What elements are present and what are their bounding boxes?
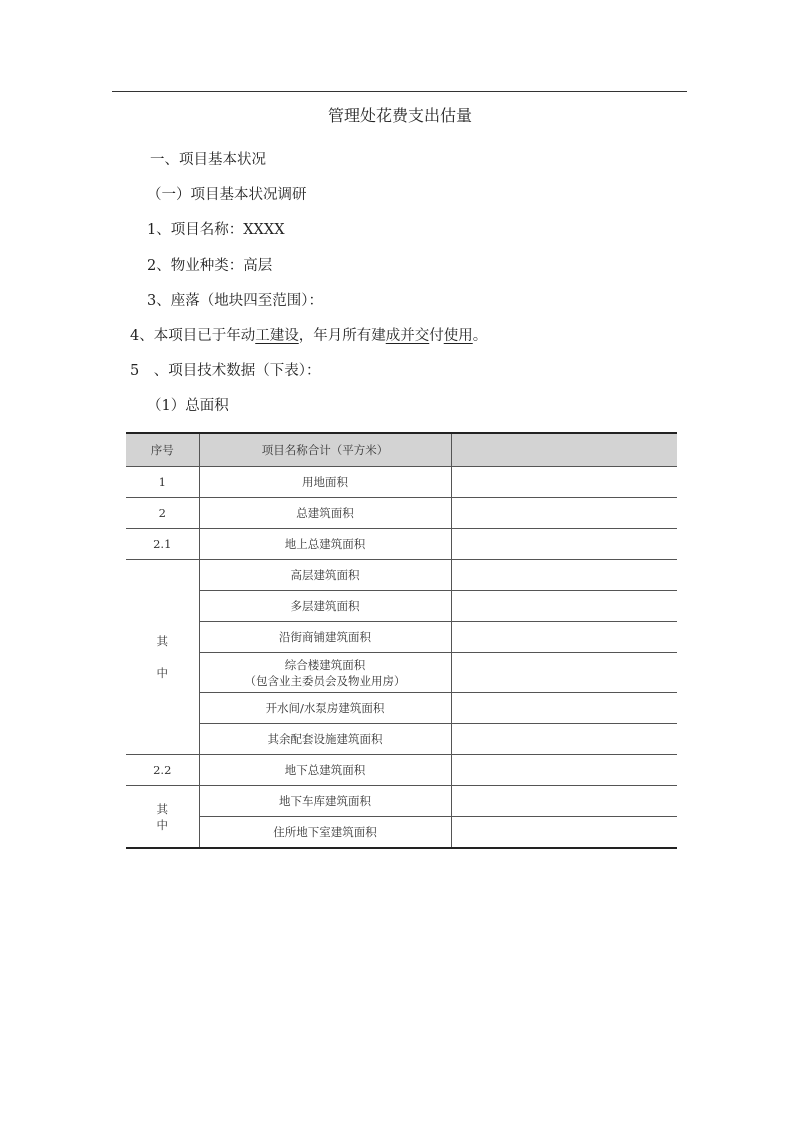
table-row bbox=[126, 693, 677, 724]
row-no: 2.1 bbox=[126, 529, 199, 560]
section-heading-1: 一、项目基本状况 bbox=[150, 152, 266, 168]
row-value[interactable] bbox=[451, 817, 677, 849]
row-value[interactable] bbox=[451, 467, 677, 498]
item-project-name: 1、项目名称：XXXX bbox=[147, 222, 285, 238]
row-value[interactable] bbox=[451, 591, 677, 622]
row-value[interactable] bbox=[451, 724, 677, 755]
table-row bbox=[126, 622, 677, 653]
item-construction-underline-2: 成并交 bbox=[385, 328, 430, 344]
item-construction-underline-3: 使用 bbox=[443, 328, 473, 344]
row-name: 住所地下室建筑面积 bbox=[199, 817, 451, 849]
row-value[interactable] bbox=[451, 498, 677, 529]
row-no: 1 bbox=[126, 467, 199, 498]
row-name: 沿街商铺建筑面积 bbox=[199, 622, 451, 653]
item-construction-text-3: 付 bbox=[429, 328, 444, 344]
row-name: 地下车库建筑面积 bbox=[199, 786, 451, 817]
table-row bbox=[126, 560, 677, 591]
group-label-1 bbox=[126, 560, 199, 755]
row-no: 2 bbox=[126, 498, 199, 529]
row-value[interactable] bbox=[451, 529, 677, 560]
page-title: 管理处花费支出估量 bbox=[327, 106, 472, 125]
subsection-total-area: （1）总面积 bbox=[147, 398, 229, 414]
header-rule bbox=[112, 91, 687, 92]
subsection-heading-1: （一）项目基本状况调研 bbox=[147, 187, 307, 203]
row-name: 地下总建筑面积 bbox=[199, 755, 451, 786]
row-value[interactable] bbox=[451, 755, 677, 786]
item-construction-text-1: 4、本项目已于年动 bbox=[130, 328, 256, 344]
row-name: 多层建筑面积 bbox=[199, 591, 451, 622]
row-no: 2.2 bbox=[126, 755, 199, 786]
table-row bbox=[126, 529, 677, 560]
row-name: 其余配套设施建筑面积 bbox=[199, 724, 451, 755]
table-row bbox=[126, 817, 677, 849]
item-property-type: 2、物业种类：高层 bbox=[147, 258, 273, 274]
table-header-row bbox=[126, 433, 677, 467]
row-name-main: 综合楼建筑面积 bbox=[284, 657, 366, 672]
table-row bbox=[126, 467, 677, 498]
row-value[interactable] bbox=[451, 653, 677, 693]
area-table bbox=[126, 432, 677, 849]
item-construction-text-2: ，年月所有建 bbox=[298, 328, 386, 344]
row-value[interactable] bbox=[451, 622, 677, 653]
row-name: 地上总建筑面积 bbox=[199, 529, 451, 560]
item-construction-text-4: 。 bbox=[472, 328, 488, 344]
header-no: 序号 bbox=[126, 433, 199, 467]
row-name: 总建筑面积 bbox=[199, 498, 451, 529]
group-label-1-bottom: 中 bbox=[156, 666, 168, 680]
group-label-1-top: 其 bbox=[156, 634, 168, 648]
row-name: 开水间/水泵房建筑面积 bbox=[199, 693, 451, 724]
row-name-note: （包含业主委员会及物业用房） bbox=[244, 673, 406, 688]
table-row bbox=[126, 755, 677, 786]
item-location: 3、座落（地块四至范围）： bbox=[147, 293, 323, 309]
header-value bbox=[451, 433, 677, 467]
row-value[interactable] bbox=[451, 786, 677, 817]
group-label-2-top: 其 bbox=[156, 801, 168, 816]
table-row bbox=[126, 724, 677, 755]
row-name: 高层建筑面积 bbox=[199, 560, 451, 591]
item-construction bbox=[130, 324, 487, 345]
item-technical-data: 5 、项目技术数据（下表）： bbox=[130, 363, 321, 379]
row-value[interactable] bbox=[451, 693, 677, 724]
group-label-2 bbox=[126, 786, 199, 849]
item-construction-underline-1: 工建设 bbox=[255, 328, 299, 344]
row-name bbox=[199, 653, 451, 693]
row-value[interactable] bbox=[451, 560, 677, 591]
group-label-2-bottom: 中 bbox=[156, 817, 168, 832]
header-name: 项目名称合计（平方米） bbox=[199, 433, 451, 467]
table-row bbox=[126, 653, 677, 693]
row-name: 用地面积 bbox=[199, 467, 451, 498]
table-row bbox=[126, 591, 677, 622]
table-row bbox=[126, 786, 677, 817]
table-row bbox=[126, 498, 677, 529]
